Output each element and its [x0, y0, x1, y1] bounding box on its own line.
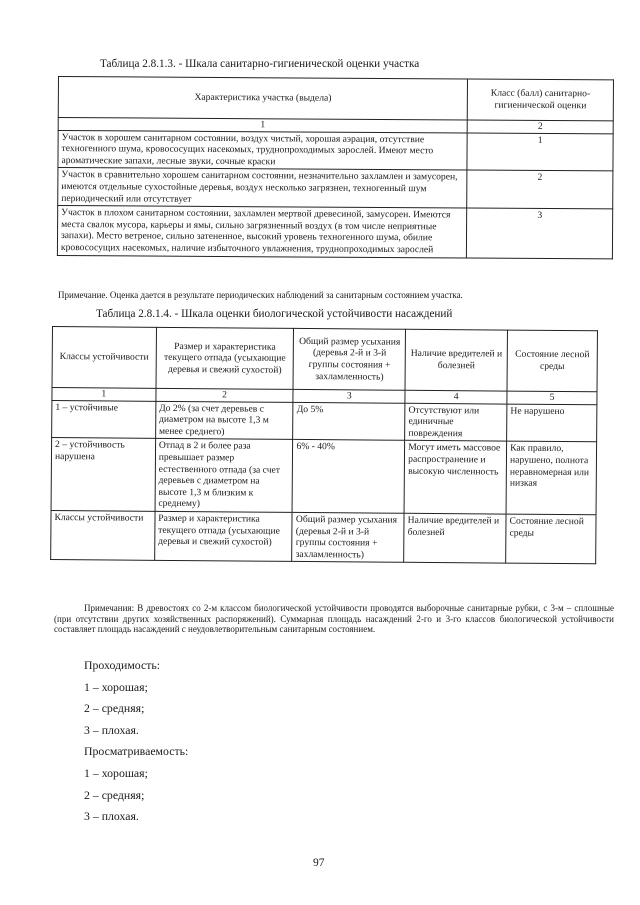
table-row [51, 510, 596, 564]
table-cell: Участок в хорошем санитарном состоянии, воздух чистый, хорошая аэрация, отсутствие техногенного шума, кровососущих насекомых, труднопроходимых зарослей. Имеют место ароматические запахи, лесные звуки, сочные краски [58, 130, 467, 170]
table-cell: 1 [467, 133, 613, 172]
table-cell: Отпад в 2 и более раза превышает размер естественного отпада (за счет деревьев с диаметром на высоте 1,3 м близким к среднему) [155, 439, 293, 513]
table-cell: 3 [467, 208, 613, 258]
table-cell: 2 [467, 170, 613, 209]
column-number: 1 [58, 118, 467, 133]
column-number: 3 [293, 389, 405, 402]
list-item: 1 – хорошая; [84, 765, 148, 780]
table-cell: Классы устойчивости [51, 510, 155, 560]
table1-caption: Таблица 2.8.1.3. - Шкала санитарно-гигиенической оценки участка [100, 58, 420, 70]
table-row [52, 400, 597, 442]
table-cell: Размер и характеристика текущего отпада (усыхающие деревья и свежий сухостой) [154, 511, 292, 561]
visibility-title: Просматриваемость: [84, 744, 189, 759]
column-number: 1 [52, 388, 156, 401]
biological-stability-table [50, 326, 598, 565]
list-item: 2 – средняя; [84, 701, 145, 716]
list-item: 2 – средняя; [84, 787, 145, 802]
sanitary-hygienic-table [57, 76, 614, 259]
table2-notes-text: Примечания: В древостоях со 2-м классом биологической устойчивости проводятся выборочные санитарные рубки, с 3-м – сплошные (при отсутствии других хозяйственных распоряжений). Суммарная площадь насаждений 2-го и 3-го классов биологической устойчивости составляет площадь насаждений с неудовлетворительным санитарным состоянием. [54, 603, 614, 634]
page-number: 97 [313, 857, 325, 869]
lists-block [84, 655, 188, 828]
column-header: Состояние лесной среды [507, 330, 597, 392]
passability-title: Проходимость: [84, 658, 161, 672]
column-number: 4 [405, 390, 507, 403]
table-row [58, 130, 613, 171]
column-header: Размер и характеристика текущего отпада (усыхающие деревья и свежий сухостой) [156, 327, 294, 389]
column-header: Класс (балл) санитарно-гигиенической оценки [467, 79, 613, 121]
table-cell: 2 – устойчивость нарушена [51, 438, 155, 511]
column-number: 2 [467, 120, 613, 133]
column-header: Характеристика участка (выдела) [58, 77, 467, 120]
table-header-row [58, 77, 613, 121]
table-cell: 6% - 40% [292, 440, 404, 513]
table-cell: Состояние лесной среды [506, 514, 596, 564]
table-cell: Отсутствуют или единичные повреждения [405, 403, 507, 442]
column-number: 5 [507, 391, 597, 404]
table-cell: Общий размер усыхания (деревья 2-й и 3-й группы состояния + захламленность) [292, 512, 404, 562]
table2-notes [54, 603, 614, 635]
table-cell: Участок в сравнительно хорошем санитарном состоянии, незначительно захламлен и замусорен, имеются отдельные сухостойные деревья, воздух несколько загрязнен, техногенный шум периодический или отсутствует [58, 168, 467, 208]
table2-caption: Таблица 2.8.1.4. - Шкала оценки биологической устойчивости насаждений [96, 308, 453, 320]
column-number: 2 [156, 388, 294, 402]
list-item: 3 – плохая. [84, 722, 139, 737]
table-cell: Не нарушено [507, 404, 597, 442]
table-row [57, 206, 612, 259]
column-header: Наличие вредителей и болезней [405, 329, 507, 391]
table-row [51, 438, 597, 515]
table-cell: 1 – устойчивые [52, 400, 156, 439]
table-cell: Наличие вредителей и болезней [404, 513, 506, 563]
table-cell: До 2% (за счет деревьев с диаметром на высоте 1,3 м менее среднего) [155, 401, 293, 440]
table-row [58, 168, 613, 209]
column-header: Классы устойчивости [52, 327, 156, 389]
list-item: 1 – хорошая; [84, 679, 148, 694]
table-cell: До 5% [293, 402, 405, 441]
table-cell: Как правило, нарушено, полнота неравномерная или низкая [506, 441, 596, 514]
table1-note: Примечание. Оценка дается в результате периодических наблюдений за санитарным состоянием участка. [58, 290, 463, 300]
table-cell: Участок в плохом санитарном состоянии, захламлен мертвой древесиной, замусорен. Имеются места свалок мусора, карьеры и ямы, сильно загрязненный воздух (в том числе неприятные запахи). Место ветреное, сильно затененное, высокий уровень техногенного шума, обилие кровососущих насекомых, наличие избыточного увлажнения, труднопроходимых зарослей [57, 206, 466, 258]
table-cell: Могут иметь массовое распространение и высокую численность [404, 441, 506, 514]
column-header: Общий размер усыхания (деревья 2-й и 3-й группы состояния + захламленность) [293, 328, 405, 390]
list-item: 3 – плохая. [84, 809, 139, 824]
table-header-row [52, 327, 597, 392]
